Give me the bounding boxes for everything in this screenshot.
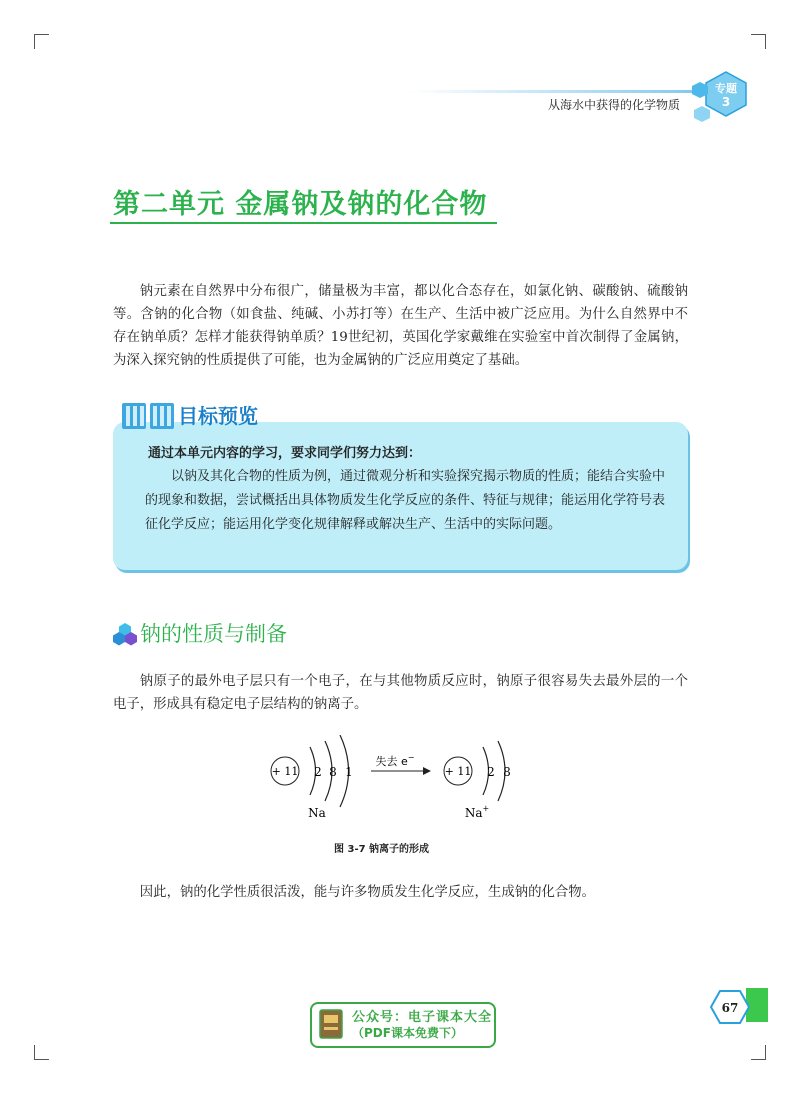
right-ion-label: Na+ bbox=[464, 804, 490, 820]
small-hexagon-icon bbox=[692, 82, 708, 98]
badge-number: 3 bbox=[721, 95, 731, 109]
left-shell-electrons-2: 8 bbox=[329, 765, 337, 779]
goal-title: 目标预览 bbox=[178, 404, 258, 428]
crop-mark-top-left bbox=[34, 34, 49, 49]
small-hexagon-icon bbox=[694, 106, 710, 122]
goal-text: 以钠及其化合物的性质为例，通过微观分析和实验探究揭示物质的性质；能结合实验中的现象和数据，尝试概括出具体物质发生化学反应的条件、特征与规律；能运用化学符号表征化学反应；能运用化学变化规律解释或解决生产、生活中的实际问题。 bbox=[145, 469, 666, 532]
page-number: 67 bbox=[721, 1001, 739, 1015]
left-shell-electrons-1: 2 bbox=[314, 765, 322, 779]
left-shell-electrons-3: 1 bbox=[345, 765, 353, 779]
header-rule bbox=[410, 90, 710, 93]
right-nucleus-charge: + 11 bbox=[444, 765, 472, 778]
left-nucleus-charge: + 11 bbox=[271, 765, 299, 778]
section-paragraph-2: 因此，钠的化学性质很活泼，能与许多物质发生化学反应，生成钠的化合物。 bbox=[139, 885, 596, 900]
unit-title-underline bbox=[110, 222, 497, 224]
header-decoration bbox=[688, 80, 712, 124]
page-number-badge bbox=[710, 990, 750, 1024]
section-paragraph-1: 钠原子的最外电子层只有一个电子，在与其他物质反应时，钠原子很容易失去最外层的一个电子，形成具有稳定电子层结构的钠离子。 bbox=[113, 674, 688, 712]
section-title: 钠的性质与制备 bbox=[140, 622, 287, 646]
badge-label: 专题 bbox=[715, 82, 737, 95]
unit-title: 第二单元 金属钠及钠的化合物 bbox=[113, 189, 488, 220]
crop-mark-bottom-left bbox=[34, 1045, 49, 1060]
right-shell-electrons-1: 2 bbox=[487, 765, 495, 779]
crop-mark-top-right bbox=[751, 34, 766, 49]
crop-mark-bottom-right bbox=[751, 1045, 766, 1060]
sodium-ion-diagram bbox=[255, 735, 535, 825]
reaction-arrow-head bbox=[423, 767, 431, 775]
arrow-label: 失去 e− bbox=[375, 753, 415, 768]
intro-paragraph: 钠元素在自然界中分布很广，储量极为丰富，都以化合态存在，如氯化钠、碳酸钠、硫酸钠等。含钠的化合物（如食盐、纯碱、小苏打等）在生产、生活中被广泛应用。为什么自然界中不存在钠单质？怎样才能获得钠单质？19世纪初，英国化学家戴维在实验室中首次制得了金属钠，为深入探究钠的性质提供了可能，也为金属钠的广泛应用奠定了基础。 bbox=[113, 284, 688, 368]
watermark-line-1: 公众号：电子课本大全 bbox=[352, 1010, 493, 1025]
open-book-icon bbox=[120, 397, 176, 433]
header-subtitle: 从海水中获得的化学物质 bbox=[547, 98, 680, 112]
hexagon-cluster-icon bbox=[113, 622, 137, 646]
left-atom-label: Na bbox=[308, 806, 326, 820]
goal-lead: 通过本单元内容的学习，要求同学们努力达到： bbox=[148, 446, 422, 461]
textbook-icon bbox=[318, 1008, 346, 1040]
figure-caption: 图 3-7 钠离子的形成 bbox=[334, 844, 430, 855]
watermark-line-2: （PDF课本免费下） bbox=[352, 1026, 463, 1040]
right-shell-electrons-2: 8 bbox=[503, 765, 511, 779]
